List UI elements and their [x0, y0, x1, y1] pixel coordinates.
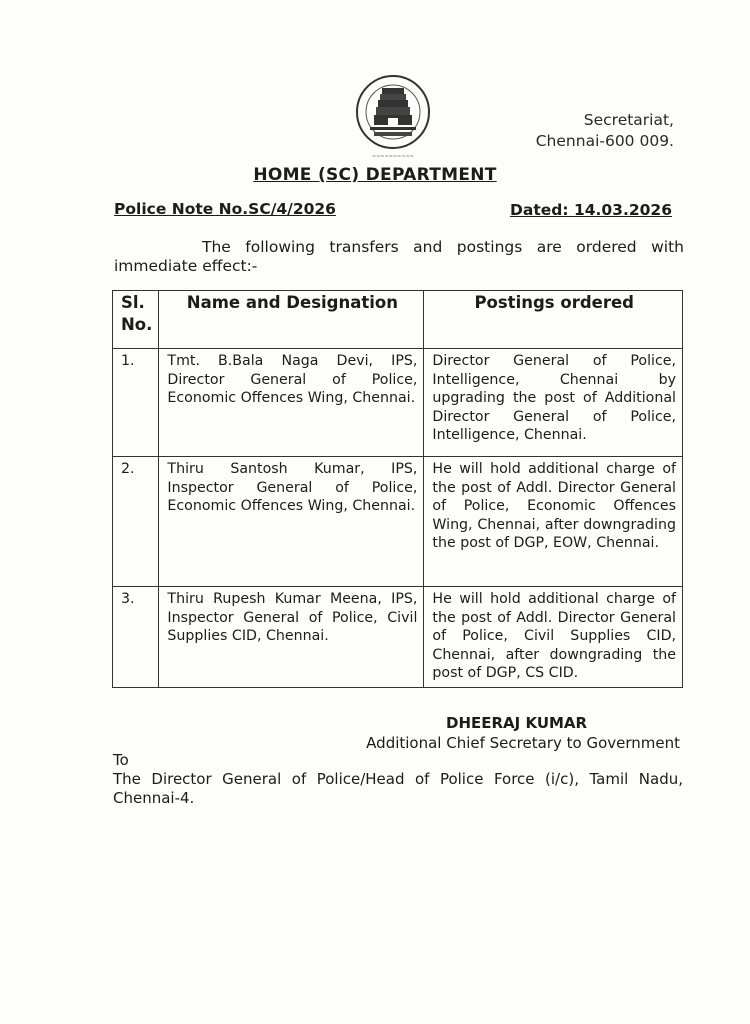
- posting-ordered: He will hold additional charge of the post of Addl. Director General of Police, Economic Offences Wing, Chennai, after downgrading the post of DGP, EOW, Chennai.: [424, 457, 683, 587]
- intro-paragraph: The following transfers and postings are ordered with immediate effect:-: [114, 238, 684, 275]
- column-header-sl-no: Sl. No.: [113, 291, 159, 349]
- transfers-table: [112, 290, 683, 688]
- sl-number: 2.: [113, 457, 159, 587]
- sl-number: 3.: [113, 587, 159, 688]
- table-row: [113, 457, 683, 587]
- name-designation: Thiru Santosh Kumar, IPS, Inspector General of Police, Economic Offences Wing, Chennai.: [159, 457, 424, 587]
- svg-text:~~~~~~~~~~: ~~~~~~~~~~: [372, 154, 414, 160]
- police-note-number: Police Note No.SC/4/2026: [114, 200, 336, 218]
- signatory-name: DHEERAJ KUMAR: [446, 714, 588, 732]
- name-designation: Tmt. B.Bala Naga Devi, IPS, Director General of Police, Economic Offences Wing, Chennai.: [159, 349, 424, 457]
- posting-ordered: Director General of Police, Intelligence, Chennai by upgrading the post of Additional Director General of Police, Intelligence, Chennai.: [424, 349, 683, 457]
- table-row: [113, 587, 683, 688]
- address-line-1: Secretariat,: [583, 111, 674, 129]
- note-date: Dated: 14.03.2026: [510, 201, 672, 219]
- address-line-2: Chennai-600 009.: [535, 132, 674, 150]
- office-address: [536, 110, 674, 152]
- to-label: To: [113, 751, 129, 769]
- table-row: [113, 349, 683, 457]
- state-emblem-icon: [352, 72, 434, 162]
- posting-ordered: He will hold additional charge of the post of Addl. Director General of Police, Civil Supplies CID, Chennai, after downgrading the post of DGP, CS CID.: [424, 587, 683, 688]
- sl-number: 1.: [113, 349, 159, 457]
- recipient-address: The Director General of Police/Head of Police Force (i/c), Tamil Nadu, Chennai-4.: [113, 770, 683, 807]
- table-header-row: [113, 291, 683, 349]
- name-designation: Thiru Rupesh Kumar Meena, IPS, Inspector General of Police, Civil Supplies CID, Chennai.: [159, 587, 424, 688]
- signatory-designation: Additional Chief Secretary to Government: [366, 734, 680, 752]
- column-header-postings: Postings ordered: [424, 291, 683, 349]
- department-title: HOME (SC) DEPARTMENT: [253, 165, 497, 185]
- column-header-name-designation: Name and Designation: [159, 291, 424, 349]
